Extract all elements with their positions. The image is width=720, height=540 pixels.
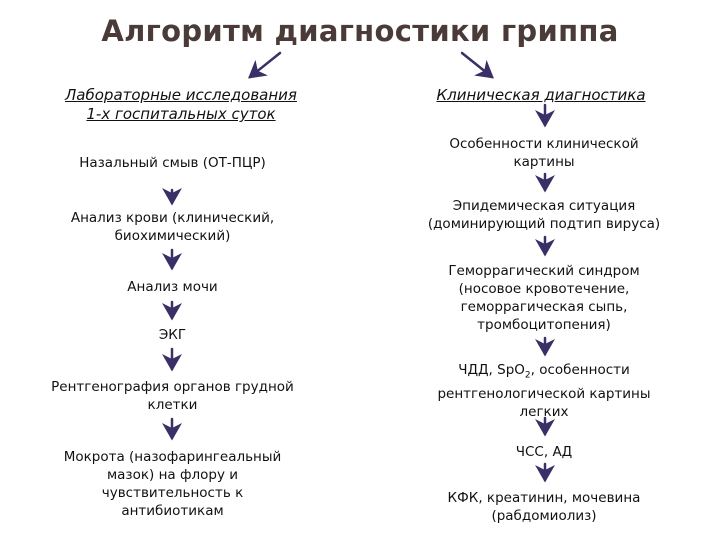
lab-markers-line-1: КФК, креатинин, мочевина <box>447 490 641 506</box>
sputum-line-3: чувствительность к <box>101 485 244 501</box>
hemorrhagic-syndrome-line-3: геморрагическая сыпь, <box>460 299 628 315</box>
heart-rate-line-1: ЧСС, АД <box>515 444 573 460</box>
ecg-line-1: ЭКГ <box>158 327 187 343</box>
hemorrhagic-syndrome-line-2: (носовое кровотечение, <box>458 281 630 297</box>
chest-xray-line-1: Рентгенография органов грудной <box>51 379 294 395</box>
page-title: Алгоритм диагностики гриппа <box>101 14 619 48</box>
nasal-swab-line-1: Назальный смыв (ОТ-ПЦР) <box>79 155 266 171</box>
blood-test-line-2: биохимический) <box>114 228 231 244</box>
hemorrhagic-syndrome-line-4: тромбоцитопения) <box>477 317 611 333</box>
branch-arrow-left <box>250 53 280 77</box>
respiratory-rate-line-3: легких <box>519 403 569 420</box>
lab-markers-line-2: (рабдомиолиз) <box>491 508 597 524</box>
respiratory-rate-text-a: ЧДД, Sp <box>458 362 515 378</box>
sputum-line-2: мазок) на флору и <box>106 467 239 483</box>
clinical-picture-line-1: Особенности клинической <box>449 136 639 152</box>
respiratory-rate-line-2: рентгенологической картины <box>437 385 651 402</box>
clinical-picture-line-2: картины <box>513 154 575 170</box>
hemorrhagic-syndrome-line-1: Геморрагический синдром <box>448 263 640 279</box>
branch-arrow-right <box>462 53 492 77</box>
sputum-line-1: Мокрота (назофарингеальный <box>63 449 282 465</box>
lab-tests-header-line-1: Лабораторные исследования <box>65 86 297 104</box>
chest-xray-line-2: клетки <box>147 397 198 413</box>
sputum-line-4: антибиотикам <box>121 503 224 519</box>
respiratory-rate-text-o: O <box>514 362 525 378</box>
respiratory-rate-text-b: , особенности <box>530 362 630 378</box>
respiratory-rate-subscript: 2 <box>524 370 531 381</box>
lab-tests-header-line-2: 1-х госпитальных суток <box>86 105 276 123</box>
clinical-diagnostics-header-line-1: Клиническая диагностика <box>436 86 646 104</box>
blood-test-line-1: Анализ крови (клинический, <box>70 210 275 226</box>
epidemic-situation-line-2: (доминирующий подтип вируса) <box>427 216 661 232</box>
urine-test-line-1: Анализ мочи <box>127 279 218 295</box>
epidemic-situation-line-1: Эпидемическая ситуация <box>452 198 636 214</box>
